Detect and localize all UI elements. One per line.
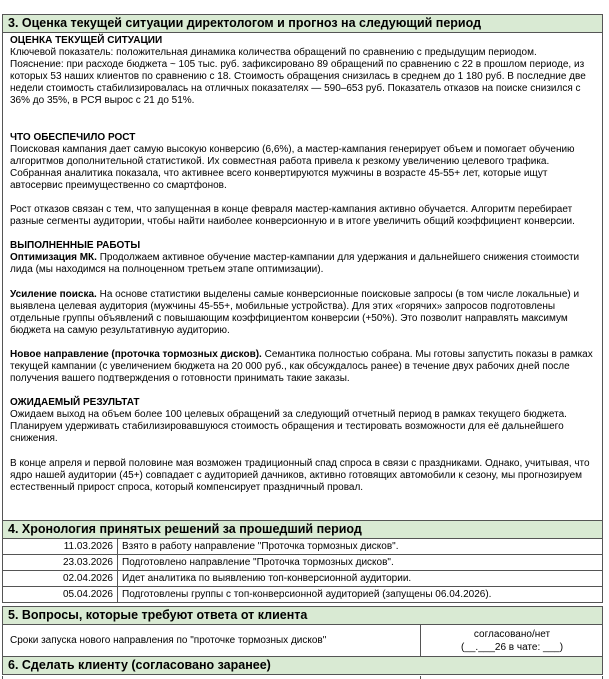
answer-cell[interactable]	[420, 625, 603, 656]
question-row	[2, 625, 603, 657]
answer-status: согласовано/нет	[473, 629, 551, 640]
current-kpi: Ключевой показатель: положительная динамика количества обращений по сравнению с предыдущим периодом.	[10, 47, 537, 59]
growth-heading: ЧТО ОБЕСПЕЧИЛО РОСТ	[10, 131, 136, 143]
section-3-title: 3. Оценка текущей ситуации директологом и прогноз на следующий период	[8, 16, 482, 30]
works-search-text: На основе статистики выделены самые конверсионные поисковые запросы (в том числе локальные) и выявлена целевая аудитория (мужчины 45-55+, мобильные устройства). Для этих «горячих» запросов подготовлены отдельные группы объявлений с повышающим коэффициентом конверсии (+50%). Это позволит направлять максимум бюджета на самую результативную аудиторию.	[10, 288, 580, 336]
chronology-text[interactable]: Взято в работу направление "Проточка тормозных дисков".	[118, 539, 603, 555]
section-6-title: 6. Сделать клиенту (согласовано заранее)	[8, 658, 271, 672]
section-3-header	[2, 14, 603, 33]
chronology-date[interactable]: 23.03.2026	[3, 555, 118, 571]
works-search-label: Усиление поиска.	[10, 288, 97, 300]
table-row[interactable]	[3, 555, 603, 571]
answer-date-chat: (__.___26 в чате: ___)	[460, 642, 564, 653]
growth-paragraph-2: Рост отказов связан с тем, что запущенная в конце февраля мастер-кампания активно обучается. Алгоритм перебирает разные сегменты аудитории, чтобы найти наиболее конверсионную и в итоге увеличить общий коэффициент конверсии.	[10, 204, 575, 228]
works-optimization-label: Оптимизация МК.	[10, 252, 97, 264]
chronology-date[interactable]: 11.03.2026	[3, 539, 118, 555]
chronology-text[interactable]: Подготовлены группы с топ-конверсионной аудиторией (запущены 06.04.2026).	[118, 587, 603, 603]
works-search	[10, 289, 597, 337]
section-5-title: 5. Вопросы, которые требуют ответа от клиента	[8, 608, 308, 622]
section-3-text-cell[interactable]	[2, 33, 603, 520]
current-situation-heading: ОЦЕНКА ТЕКУЩЕЙ СИТУАЦИИ	[10, 35, 163, 46]
works-heading: ВЫПОЛНЕННЫЕ РАБОТЫ	[10, 240, 141, 252]
works-optimization	[10, 252, 597, 276]
section-4-header	[2, 520, 603, 539]
table-row[interactable]	[3, 587, 603, 603]
works-new-text: Семантика полностью собрана. Мы готовы запустить показы в рамках текущей кампании (с увеличением бюджета на 20 000 руб., как обсуждалось ранее) в течение двух рабочих дней после получения вашего подтверждения о готовности принимать такие заказы.	[10, 348, 593, 385]
expected-heading: ОЖИДАЕМЫЙ РЕЗУЛЬТАТ	[10, 397, 140, 409]
growth-paragraph-1: Поисковая кампания дает самую высокую конверсию (6,6%), а мастер-кампания генерирует объем и помогает обучению алгоритмов дополнительной статистикой. Их совместная работа привела к резкому увеличению целевого трафика. Собранная аналитика показала, что активнее всего конвертируются мужчины в возрасте 45-55+ лет, которые ищут автосервис преимущественно со смартфонов.	[10, 143, 575, 191]
section-4-title: 4. Хронология принятых решений за прошедший период	[8, 522, 362, 536]
section-6-header	[2, 656, 603, 675]
question-text[interactable]: Сроки запуска нового направления по "проточке тормозных дисков"	[10, 635, 327, 646]
chronology-text[interactable]: Идет аналитика по выявлению топ-конверсионной аудитории.	[118, 571, 603, 587]
table-row[interactable]	[3, 571, 603, 587]
chronology-table	[2, 538, 603, 603]
works-optimization-text: Продолжаем активное обучение мастер-кампании для удержания и дальнейшего снижения стоимости лида (мы находимся на полноценном третьем этапе оптимизации).	[10, 252, 580, 276]
expected-paragraph-2: В конце апреля и первой половине мая возможен традиционный спад спроса в связи с праздниками. Однако, учитывая, что ядро нашей аудитории (45+) совпадает с аудиторией дачников, активно готовящих автомобили к сезону, мы прогнозируем естественный прирост спроса, который компенсирует праздничный провал.	[10, 457, 590, 493]
table-row[interactable]	[3, 539, 603, 555]
works-new-direction	[10, 349, 597, 385]
works-new-label: Новое направление (проточка тормозных дисков).	[10, 348, 262, 360]
chronology-date[interactable]: 05.04.2026	[3, 587, 118, 603]
expected-paragraph-1: Ожидаем выход на объем более 100 целевых обращений за следующий отчетный период в рамках текущего бюджета. Планируем удерживать стабилизировавшуюся стоимость обращения и тестировать возможности для её дальнейшего снижения.	[10, 409, 567, 445]
chronology-date[interactable]: 02.04.2026	[3, 571, 118, 587]
current-details: Пояснение: при расходе бюджета ~ 105 тыс. руб. зафиксировано 89 обращений по сравнению с 22 в прошлом периоде, из которых 53 наших клиентов по сравнению с 18. Стоимость обращения снизилась в среднем до 1 180 руб. В последние две недели стоимость стабилизировалась на отличных показателях — 590–653 руб. Показатель отказов на поиске снизился с 36% до 35%, в РСЯ вырос с 21 до 51%.	[10, 59, 586, 107]
section-5-header	[2, 606, 603, 625]
chronology-text[interactable]: Подготовлено направление "Проточка тормозных дисков".	[118, 555, 603, 571]
